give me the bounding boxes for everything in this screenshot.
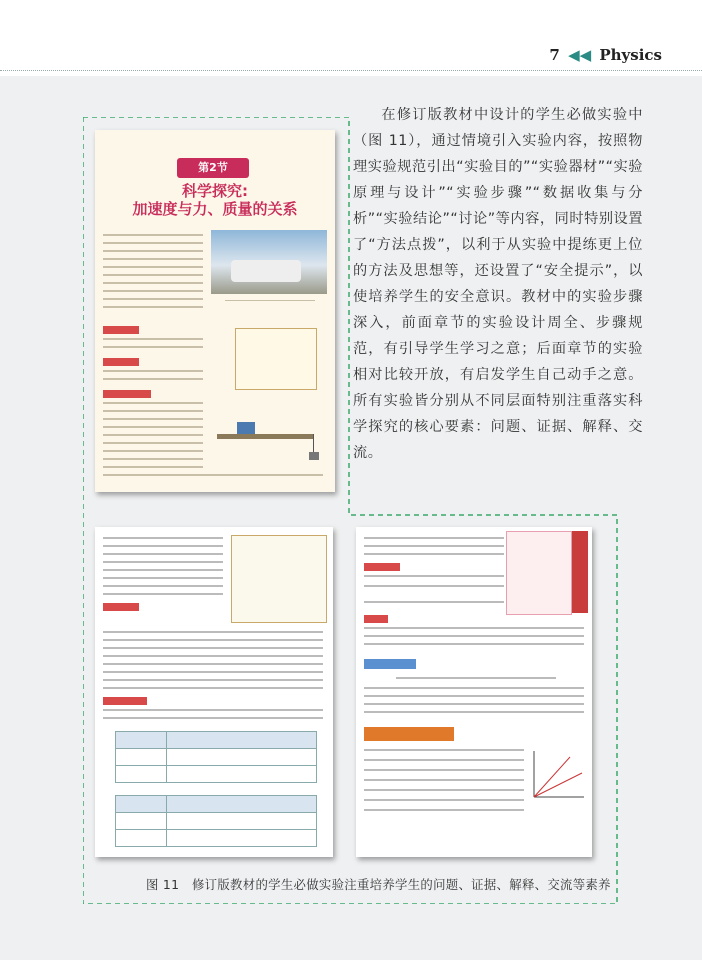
safety-tip-box	[235, 328, 317, 390]
heading-tag	[103, 326, 139, 334]
page1-title-line2: 加速度与力、质量的关系	[132, 200, 298, 218]
page-footer	[0, 905, 702, 960]
graph-figure	[530, 747, 586, 807]
heading-tag	[364, 563, 400, 571]
data-table-1	[115, 731, 317, 783]
heading-tag	[103, 358, 139, 366]
heading-tag	[364, 615, 388, 623]
heading-tag	[103, 390, 151, 398]
page-header	[549, 46, 662, 64]
heading-tag	[103, 603, 139, 611]
data-table-2	[115, 795, 317, 847]
section-badge: 第2节	[177, 158, 249, 178]
method-tip-box	[231, 535, 327, 623]
textbook-page-3	[356, 527, 592, 857]
description-paragraph: 在修订版教材中设计的学生必做实验中（图 11），通过情境引入实验内容，按照物理实验规范引出“实验目的”“实验器材”“实验原理与设计”“实验步骤”“数据收集与分析”“实验结论”“讨论”等内容，同时特别设置了“方法点拨”，以利于从实验中提练更上位的方法及思想等，还设置了“安全提示”，以使培养学生的安全意识。教材中的实验步骤深入，前面章节的实验设计周全、步骤规范，有引导学生学习之意；后面章节的实验相对比较开放，有启发学生自己动手之意。所有实验皆分别从不同层面特别注重落实科学探究的核心要素：问题、证据、解释、交流。	[353, 107, 643, 461]
dis-lab-heading	[364, 659, 416, 669]
extension-box	[506, 531, 572, 615]
textbook-page-1	[95, 130, 335, 492]
subject-label: Physics	[599, 46, 662, 64]
heading-tag	[103, 697, 147, 705]
figure-caption: 图 11 修订版教材的学生必做实验注重培养学生的问题、证据、解释、交流等素养	[146, 877, 611, 892]
exercise-heading	[364, 727, 454, 741]
page-header-band	[0, 0, 702, 76]
page-number: 7	[549, 46, 560, 64]
car-photo	[211, 230, 327, 294]
header-rule	[0, 70, 702, 71]
textbook-page-2	[95, 527, 333, 857]
side-strip	[572, 531, 588, 613]
page1-title-line1: 科学探究:	[182, 182, 248, 200]
experiment-diagram	[217, 400, 327, 460]
double-arrow-icon: ◀◀	[568, 46, 592, 64]
